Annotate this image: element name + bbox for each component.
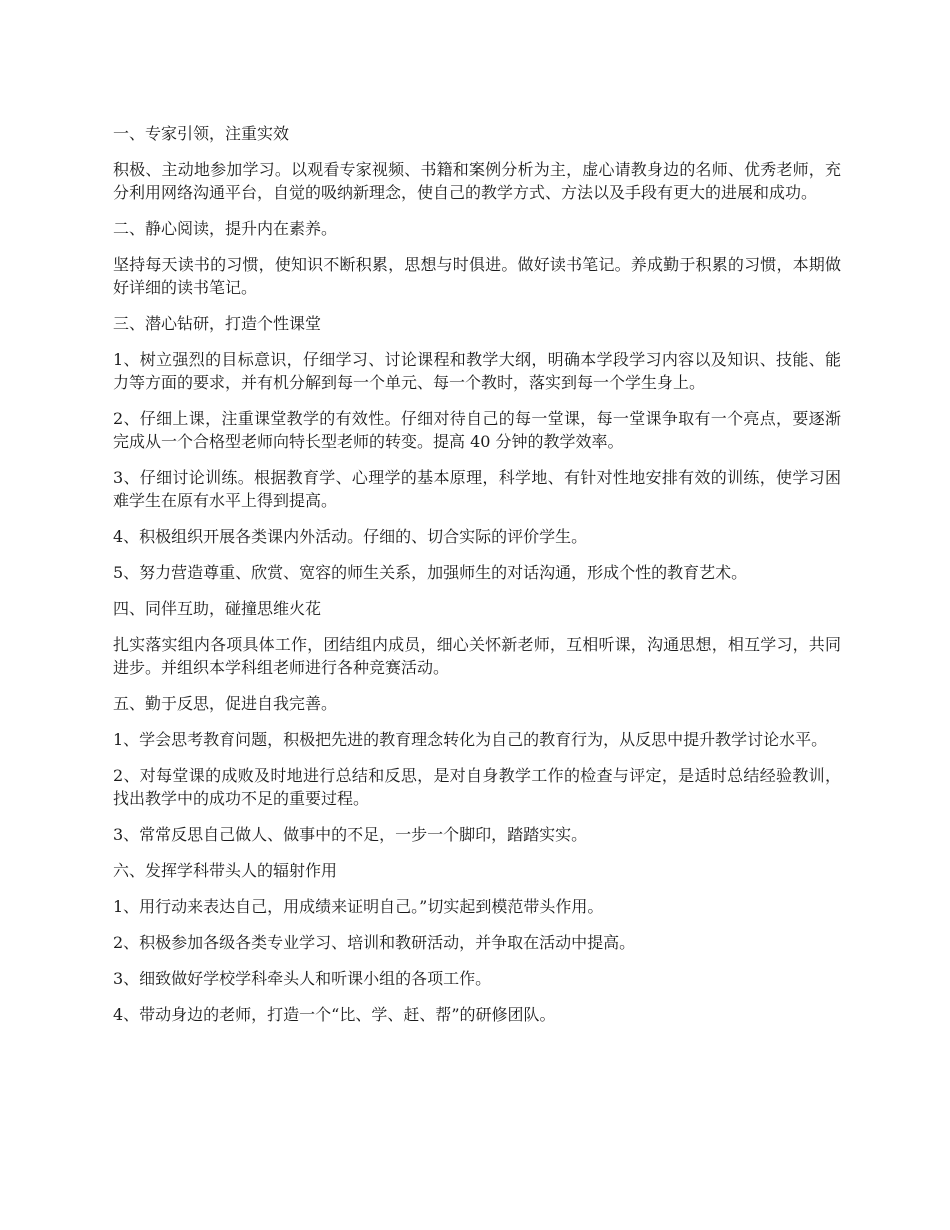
heading-3: 三、潜心钻研，打造个性课堂: [113, 314, 322, 333]
list-item: 2、对每堂课的成败及时地进行总结和反思，是对自身教学工作的检查与评定，是适时总结经验教训，找出教学中的成功不足的重要过程。: [113, 766, 841, 808]
list-item: 2、仔细上课，注重课堂教学的有效性。仔细对待自己的每一堂课，每一堂课争取有一个亮点，要逐渐完成从一个合格型老师向特长型老师的转变。提高 40 分钟的教学效率。: [113, 409, 841, 451]
list-item: 2、积极参加各级各类专业学习、培训和教研活动，并争取在活动中提高。: [113, 933, 636, 952]
list-item: 5、努力营造尊重、欣赏、宽容的师生关系，加强师生的对话沟通，形成个性的教育艺术。: [113, 563, 748, 582]
paragraph-1: 积极、主动地参加学习。以观看专家视频、书籍和案例分析为主，虚心请教身边的名师、优秀老师，充分利用网络沟通平台，自觉的吸纳新理念，使自己的教学方式、方法以及手段有更大的进展和成功。: [113, 160, 841, 202]
list-item: 4、积极组织开展各类课内外活动。仔细的、切合实际的评价学生。: [113, 527, 588, 546]
heading-2: 二、静心阅读，提升内在素养。: [113, 219, 338, 238]
list-item: 3、仔细讨论训练。根据教育学、心理学的基本原理，科学地、有针对性地安排有效的训练，使学习困难学生在原有水平上得到提高。: [113, 468, 841, 510]
heading-5: 五、勤于反思，促进自我完善。: [113, 694, 338, 713]
list-item: 1、树立强烈的目标意识，仔细学习、讨论课程和教学大纲，明确本学段学习内容以及知识、技能、能力等方面的要求，并有机分解到每一个单元、每一个教时，落实到每一个学生身上。: [113, 350, 841, 392]
list-item: 4、带动身边的老师，打造一个“比、学、赶、帮”的研修团队。: [113, 1005, 556, 1024]
list-item: 3、常常反思自己做人、做事中的不足，一步一个脚印，踏踏实实。: [113, 825, 588, 844]
heading-4: 四、同伴互助，碰撞思维火花: [113, 599, 322, 618]
paragraph-4: 扎实落实组内各项具体工作，团结组内成员，细心关怀新老师，互相听课，沟通思想，相互学习，共同进步。并组织本学科组老师进行各种竞赛活动。: [113, 635, 841, 677]
list-item: 1、学会思考教育问题，积极把先进的教育理念转化为自己的教育行为，从反思中提升教学讨论水平。: [113, 730, 828, 749]
heading-6: 六、发挥学科带头人的辐射作用: [113, 861, 338, 880]
paragraph-2: 坚持每天读书的习惯，使知识不断积累，思想与时俱进。做好读书笔记。养成勤于积累的习惯，本期做好详细的读书笔记。: [113, 255, 841, 297]
list-item: 3、细致做好学校学科牵头人和听课小组的各项工作。: [113, 969, 492, 988]
document-body: [113, 122, 841, 1039]
heading-1: 一、专家引领，注重实效: [113, 124, 290, 143]
list-item: 1、用行动来表达自己，用成绩来证明自己。”切实起到模范带头作用。: [113, 897, 604, 916]
